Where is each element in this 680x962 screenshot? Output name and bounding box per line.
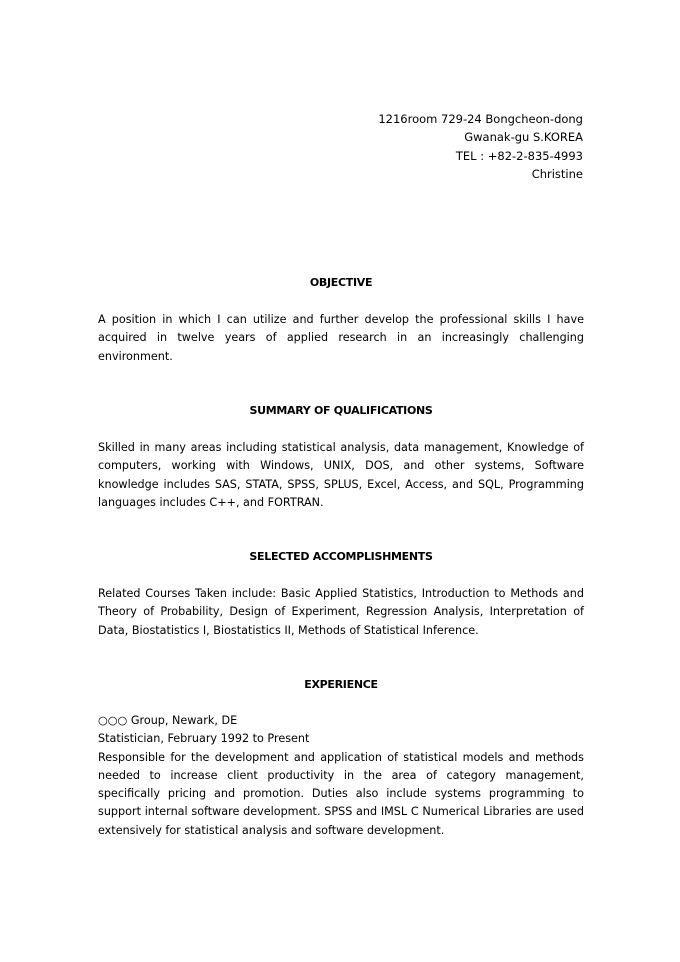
accomplishments-heading: SELECTED ACCOMPLISHMENTS	[249, 550, 433, 563]
address-line-2: Gwanak-gu S.KOREA	[464, 130, 583, 145]
contact-name: Christine	[531, 166, 583, 181]
phone-line: TEL : +82-2-835-4993	[455, 148, 583, 163]
objective-text: A position in which I can utilize and further develop the professional skills I have acquired in twelve years of applied research in an increasingly challenging environment.	[98, 313, 584, 363]
experience-position: Statistician, February 1992 to Present	[98, 732, 310, 746]
accomplishments-text: Related Courses Taken include: Basic Applied Statistics, Introduction to Methods and Theory of Probability, Design of Experiment, Regression Analysis, Interpretation of Data, Biostatistics I, Biostatistics II, Methods of Statistical Inference.	[98, 587, 584, 637]
summary-text: Skilled in many areas including statistical analysis, data management, Knowledge of computers, working with Windows, UNIX, DOS, and other systems, Software knowledge includes SAS, STATA, SPSS, SPLUS, Excel, Access, and SQL, Programming languages includes C++, and FORTRAN.	[98, 441, 584, 509]
address-line-1: 1216room 729-24 Bongcheon-dong	[378, 112, 583, 126]
experience-description: Responsible for the development and application of statistical models and methods needed to increase client productivity in the area of category management, specifically pricing and promotion. Duties also include systems programming to support internal software development. SPSS and IMSL C Numerical Libraries are used extensively for statistical analysis and software development.	[98, 750, 584, 837]
objective-heading: OBJECTIVE	[309, 276, 373, 289]
summary-heading: SUMMARY OF QUALIFICATIONS	[249, 404, 433, 417]
experience-entry	[98, 712, 584, 840]
experience-company: ○○○ Group, Newark, DE	[98, 714, 238, 727]
contact-block	[378, 110, 583, 183]
experience-heading: EXPERIENCE	[304, 678, 378, 691]
